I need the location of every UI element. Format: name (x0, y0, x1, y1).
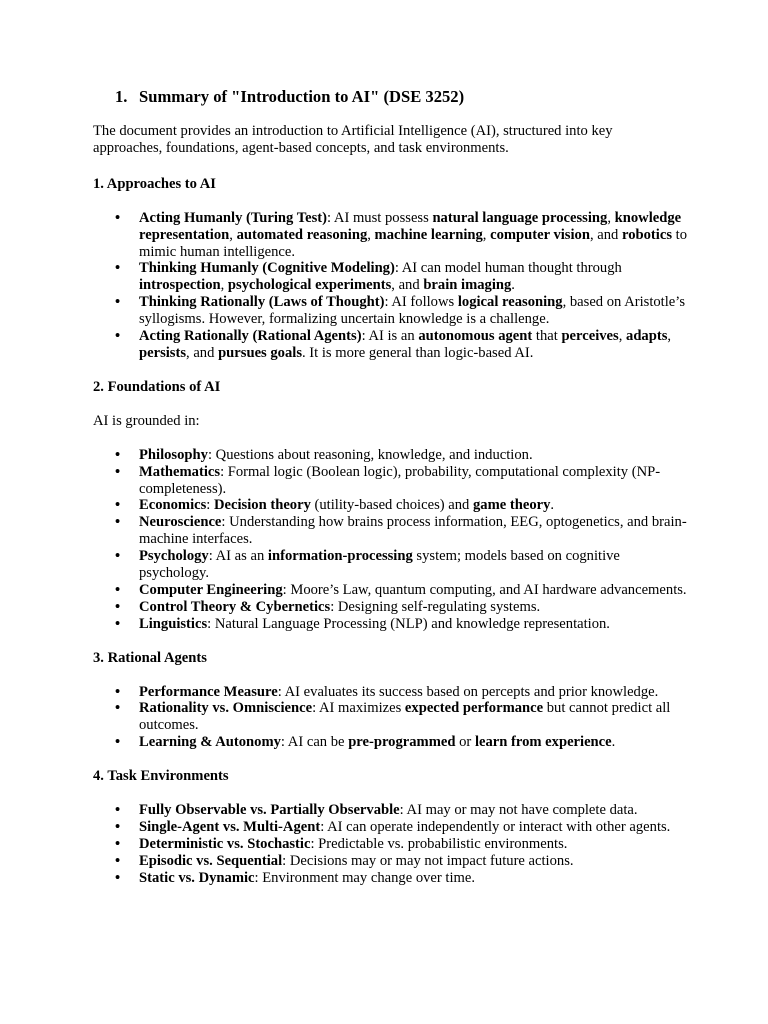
bullet-icon: • (115, 869, 121, 886)
list-item (93, 836, 693, 853)
text-run: . (550, 497, 555, 514)
bold-term: Decision theory (214, 497, 311, 514)
text-run: : AI may or may not have complete data. (399, 802, 638, 819)
text-run: : AI is an (361, 328, 419, 345)
bold-term: Acting Humanly (Turing Test) (139, 209, 328, 226)
list-item (93, 616, 693, 633)
bold-term: persists (139, 344, 187, 361)
bold-term: Thinking Humanly (Cognitive Modeling) (139, 260, 395, 277)
text-run: : AI follows (384, 294, 458, 311)
bold-term: Philosophy (139, 446, 208, 463)
bullet-icon: • (115, 819, 121, 835)
bold-term: Psychology (139, 548, 209, 565)
list-item (93, 294, 693, 328)
bold-term: Computer Engineering (139, 581, 283, 598)
text-run: , and (391, 277, 424, 294)
text-run: . (511, 277, 515, 294)
text-run: , (220, 277, 228, 294)
document-page (93, 86, 693, 904)
bold-term: autonomous agent (418, 328, 533, 345)
page-title (115, 86, 693, 108)
list-item (93, 870, 693, 887)
text-run: (utility-based choices) and (310, 497, 473, 514)
text-run: : Environment may change over time. (254, 869, 475, 886)
text-run: : Formal logic (Boolean logic), probability, computational complexity (NP-completeness). (139, 463, 661, 497)
text-run: , (618, 328, 627, 345)
bullet-list (93, 684, 693, 752)
bold-term: learn from experience (474, 734, 612, 751)
section-heading: 2. Foundations of AI (93, 378, 221, 395)
bold-term: Economics (139, 497, 207, 514)
text-run: , and (186, 344, 219, 361)
text-run: but cannot predict all outcomes. (139, 700, 671, 734)
bold-term: robotics (622, 226, 672, 243)
bold-term: Performance Measure (139, 683, 278, 700)
bold-term: introspection (139, 277, 221, 294)
list-item (93, 599, 693, 616)
section-heading: 4. Task Environments (93, 768, 229, 785)
bullet-icon: • (115, 700, 121, 717)
bullet-icon: • (115, 328, 121, 345)
bold-term: natural language processing (432, 209, 608, 226)
text-run: : Natural Language Processing (NLP) and knowledge representation. (207, 615, 610, 632)
text-run: . It is more general than logic-based AI. (302, 344, 534, 361)
text-run: , (367, 226, 375, 243)
section-heading: 1. Approaches to AI (93, 175, 216, 192)
bold-term: logical reasoning (457, 294, 563, 311)
text-run: : Designing self-regulating systems. (330, 598, 541, 615)
text-run: : Predictable vs. probabilistic environments. (310, 835, 568, 852)
text-run: : Decisions may or may not impact future actions. (282, 852, 574, 869)
text-run: , (667, 328, 672, 345)
list-item (93, 447, 693, 464)
section-lead-text: AI is grounded in: (93, 412, 200, 429)
text-run: , (229, 226, 237, 243)
bold-term: perceives (561, 328, 619, 345)
text-run: : AI can operate independently or interact with other agents. (320, 819, 671, 835)
bullet-icon: • (115, 734, 121, 751)
bullet-icon: • (115, 446, 121, 463)
bullet-icon: • (115, 581, 121, 598)
bullet-icon: • (115, 615, 121, 632)
text-run: system; models based on cognitive psychology. (139, 548, 620, 582)
bold-term: Episodic vs. Sequential (139, 852, 283, 869)
text-run: : AI can be (280, 734, 349, 751)
text-run: , (482, 226, 491, 243)
bullet-list (93, 447, 693, 633)
bold-term: Linguistics (139, 615, 208, 632)
bold-term: pre-programmed (348, 734, 456, 751)
intro-paragraph: The document provides an introduction to Artificial Intelligence (AI), structured into key approaches, foundations, agent-based concepts, and task environments. (93, 123, 613, 156)
text-run: : AI can model human thought through (394, 260, 622, 277)
list-item (93, 819, 693, 836)
list-item (93, 853, 693, 870)
text-run: , (607, 209, 615, 226)
text-run: , and (589, 226, 622, 243)
bullet-icon: • (115, 802, 121, 819)
text-run: or (455, 734, 475, 751)
bold-term: Rationality vs. Omniscience (139, 700, 313, 717)
text-run: to mimic human intelligence. (139, 226, 687, 260)
list-item (93, 734, 693, 751)
list-item (93, 497, 693, 514)
bold-term: knowledge representation (139, 209, 682, 243)
list-item (93, 548, 693, 582)
bold-term: psychological experiments (227, 277, 392, 294)
bullet-icon: • (115, 852, 121, 869)
bold-term: Fully Observable vs. Partially Observable (139, 802, 400, 819)
list-item (93, 514, 693, 548)
text-run: : AI as an (208, 548, 268, 565)
bold-term: Acting Rationally (Rational Agents) (139, 328, 362, 345)
bold-term: pursues goals (218, 344, 302, 361)
bullet-icon: • (115, 260, 121, 277)
text-run: . (611, 734, 616, 751)
text-run: : (206, 497, 214, 514)
bullet-icon: • (115, 294, 121, 311)
text-run: : AI evaluates its success based on percepts and prior knowledge. (277, 683, 659, 700)
text-run: that (532, 328, 562, 345)
list-item (93, 260, 693, 294)
bold-term: Neuroscience (139, 514, 222, 531)
bullet-list (93, 802, 693, 887)
bold-term: adapts (626, 328, 668, 345)
text-run: : AI must possess (327, 209, 433, 226)
text-run: , based on Aristotle’s syllogisms. However, formalizing uncertain knowledge is a challenge. (139, 294, 685, 328)
list-item (93, 684, 693, 701)
text-run: : Understanding how brains process information, EEG, optogenetics, and brain-machine interfaces. (139, 514, 687, 548)
title-number: 1. (115, 87, 128, 106)
bold-term: machine learning (374, 226, 483, 243)
bold-term: computer vision (490, 226, 590, 243)
text-run: : Moore’s Law, quantum computing, and AI hardware advancements. (282, 581, 687, 598)
bullet-icon: • (115, 514, 121, 531)
list-item (93, 700, 693, 734)
section-heading: 3. Rational Agents (93, 649, 207, 666)
list-item (93, 802, 693, 819)
bold-term: Deterministic vs. Stochastic (139, 835, 311, 852)
bullet-icon: • (115, 209, 121, 226)
sections-container (93, 176, 693, 887)
bold-term: Thinking Rationally (Laws of Thought) (139, 294, 385, 311)
bullet-icon: • (115, 497, 121, 514)
bold-term: Single-Agent vs. Multi-Agent (139, 819, 321, 835)
text-run: : Questions about reasoning, knowledge, and induction. (207, 446, 533, 463)
bullet-icon: • (115, 683, 121, 700)
bold-term: brain imaging (423, 277, 512, 294)
title-text: Summary of "Introduction to AI" (DSE 3252) (139, 87, 465, 106)
bold-term: expected performance (404, 700, 544, 717)
list-item (93, 464, 693, 498)
bold-term: Static vs. Dynamic (139, 869, 255, 886)
bullet-icon: • (115, 463, 121, 480)
list-item (93, 328, 693, 362)
bold-term: Learning & Autonomy (139, 734, 281, 751)
text-run: : AI maximizes (312, 700, 405, 717)
bullet-icon: • (115, 598, 121, 615)
bold-term: Mathematics (139, 463, 221, 480)
bold-term: game theory (472, 497, 551, 514)
bold-term: automated reasoning (236, 226, 368, 243)
bold-term: information-processing (267, 548, 413, 565)
bullet-icon: • (115, 548, 121, 565)
list-item (93, 210, 693, 261)
bullet-list (93, 210, 693, 362)
list-item (93, 582, 693, 599)
bullet-icon: • (115, 835, 121, 852)
bold-term: Control Theory & Cybernetics (139, 598, 331, 615)
